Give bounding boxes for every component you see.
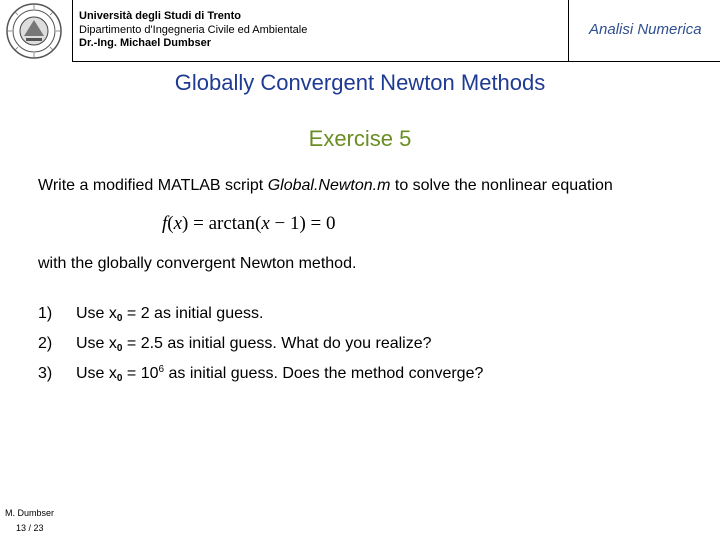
header-bottom-rule <box>72 61 720 62</box>
course-title: Analisi Numerica <box>589 21 702 38</box>
professor-name: Dr.-Ing. Michael Dumbser <box>79 37 212 49</box>
script-name: Global.Newton.m <box>267 177 391 194</box>
equation-x1: x <box>173 213 183 234</box>
equation-f: f <box>162 213 168 234</box>
equation-x2: x <box>261 213 270 234</box>
list-item <box>38 364 483 384</box>
slide-title: Globally Convergent Newton Methods <box>174 70 546 95</box>
list-item-number: 2) <box>38 335 53 352</box>
list-item-text: = 2.5 as initial guess. What do you realize? <box>122 335 432 352</box>
subscript: 0 <box>116 343 123 354</box>
list-item <box>38 305 263 324</box>
equation-middle: ) = arctan( <box>182 213 262 234</box>
page-number: 13 / 23 <box>16 523 44 533</box>
exercise-title: Exercise 5 <box>308 126 412 151</box>
list-item-text: Use x <box>76 365 117 382</box>
list-item-number: 1) <box>38 305 53 322</box>
list-item-number: 3) <box>38 365 53 382</box>
department-name: Dipartimento d'Ingegneria Civile ed Ambientale <box>79 24 308 36</box>
list-item-text: Use x <box>76 305 117 322</box>
university-seal-logo <box>2 2 66 60</box>
list-item-text: Use x <box>76 335 117 352</box>
equation: f(x) = arctan(x − 1) = 0 <box>162 213 336 234</box>
list-item <box>38 335 432 354</box>
equation-end: − 1) = 0 <box>269 213 336 234</box>
method-text: with the globally convergent Newton method. <box>38 255 357 272</box>
superscript: 6 <box>158 364 165 375</box>
subscript: 0 <box>116 373 123 384</box>
header-divider-right <box>568 0 569 62</box>
list-item-text: = 2 as initial guess. <box>122 305 264 322</box>
intro-text <box>38 177 613 195</box>
list-item-text: = 10 <box>122 365 159 382</box>
footer-author: M. Dumbser <box>5 508 55 518</box>
intro-prefix: Write a modified MATLAB script <box>38 177 268 194</box>
list-item-text: as initial guess. Does the method converge? <box>164 365 484 382</box>
subscript: 0 <box>116 313 123 324</box>
university-name: Università degli Studi di Trento <box>79 10 241 22</box>
intro-suffix: to solve the nonlinear equation <box>390 177 613 194</box>
header-divider-left <box>72 0 73 62</box>
